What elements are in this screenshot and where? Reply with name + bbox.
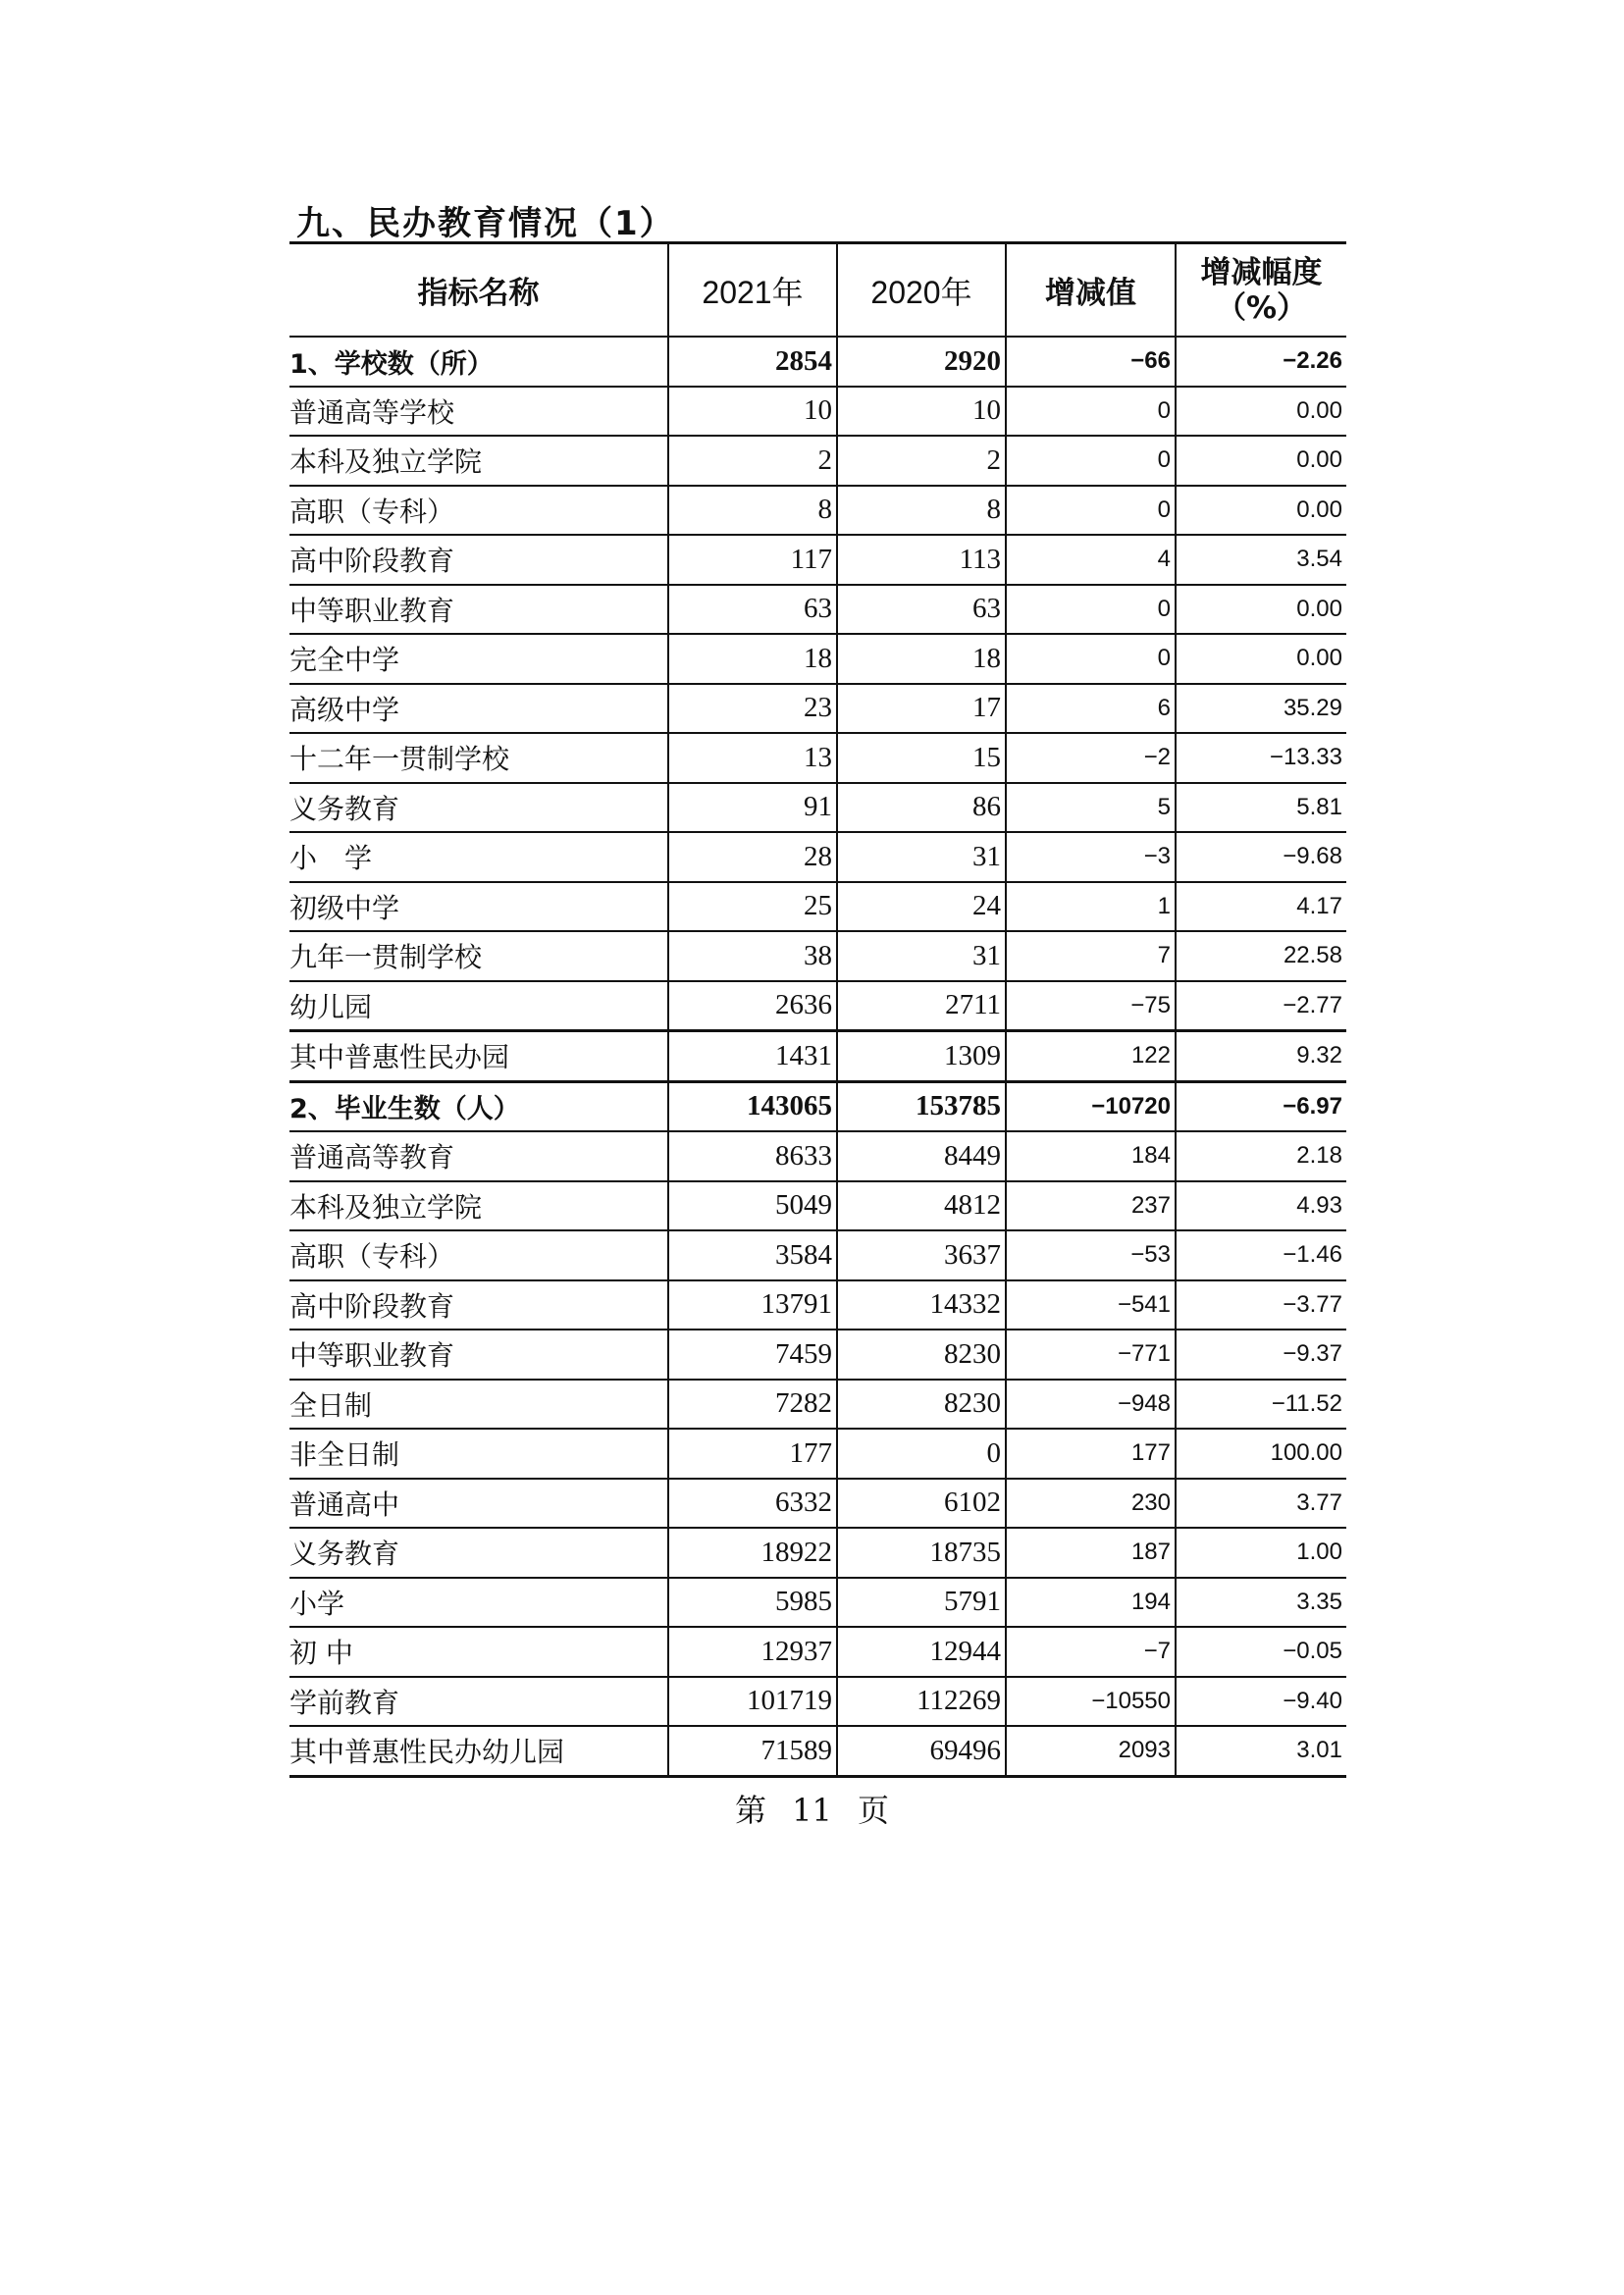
- change-value-cell: 7: [1006, 931, 1176, 981]
- value-2020-cell: 5791: [837, 1578, 1006, 1628]
- statistics-table: [289, 241, 1346, 1778]
- change-percent-cell: −3.77: [1176, 1280, 1346, 1330]
- value-2020-cell: 24: [837, 882, 1006, 932]
- value-2021-cell: 71589: [668, 1726, 837, 1776]
- value-2021-cell: 177: [668, 1429, 837, 1479]
- value-2020-cell: 12944: [837, 1627, 1006, 1677]
- indicator-name-cell: 非全日制: [289, 1429, 668, 1479]
- indicator-name-cell: 小学: [289, 1578, 668, 1628]
- value-2020-cell: 113: [837, 535, 1006, 585]
- value-2021-cell: 8: [668, 486, 837, 536]
- value-2020-cell: 4812: [837, 1181, 1006, 1231]
- value-2020-cell: 14332: [837, 1280, 1006, 1330]
- change-value-cell: −541: [1006, 1280, 1176, 1330]
- value-2021-cell: 2: [668, 436, 837, 486]
- value-2020-cell: 8449: [837, 1131, 1006, 1181]
- change-percent-cell: −1.46: [1176, 1230, 1346, 1280]
- value-2020-cell: 2920: [837, 337, 1006, 387]
- indicator-name-cell: 高职（专科）: [289, 1230, 668, 1280]
- change-value-cell: −53: [1006, 1230, 1176, 1280]
- table-row: [289, 436, 1346, 486]
- change-value-cell: −771: [1006, 1330, 1176, 1380]
- change-value-cell: 6: [1006, 684, 1176, 734]
- table-row: [289, 733, 1346, 783]
- indicator-name-cell: 本科及独立学院: [289, 436, 668, 486]
- value-2021-cell: 8633: [668, 1131, 837, 1181]
- table-row: [289, 1627, 1346, 1677]
- indicator-name-cell: 初 中: [289, 1627, 668, 1677]
- change-percent-cell: −6.97: [1176, 1081, 1346, 1131]
- page-title: 九、民办教育情况（1）: [296, 204, 675, 243]
- change-percent-cell: 3.01: [1176, 1726, 1346, 1776]
- value-2020-cell: 8: [837, 486, 1006, 536]
- page-footer: [0, 1786, 1624, 1831]
- value-2020-cell: 6102: [837, 1479, 1006, 1529]
- value-2021-cell: 2636: [668, 981, 837, 1031]
- value-2021-cell: 2854: [668, 337, 837, 387]
- change-percent-cell: 0.00: [1176, 436, 1346, 486]
- change-percent-cell: −13.33: [1176, 733, 1346, 783]
- change-value-cell: 1: [1006, 882, 1176, 932]
- indicator-name-cell: 义务教育: [289, 783, 668, 833]
- header-2020: 2020年: [837, 243, 1006, 338]
- change-value-cell: −75: [1006, 981, 1176, 1031]
- table-row: [289, 1081, 1346, 1131]
- change-percent-cell: −9.37: [1176, 1330, 1346, 1380]
- value-2021-cell: 13791: [668, 1280, 837, 1330]
- value-2020-cell: 1309: [837, 1031, 1006, 1082]
- change-percent-cell: −11.52: [1176, 1380, 1346, 1430]
- indicator-name-cell: 其中普惠性民办幼儿园: [289, 1726, 668, 1776]
- value-2021-cell: 5049: [668, 1181, 837, 1231]
- table-row: [289, 634, 1346, 684]
- indicator-name-cell: 小 学: [289, 832, 668, 882]
- change-value-cell: −7: [1006, 1627, 1176, 1677]
- indicator-name-cell: 普通高等教育: [289, 1131, 668, 1181]
- page-number: 11: [792, 1792, 832, 1829]
- change-percent-cell: 2.18: [1176, 1131, 1346, 1181]
- table-row: [289, 1131, 1346, 1181]
- header-2021: 2021年: [668, 243, 837, 338]
- table-header-row: [289, 243, 1346, 338]
- value-2020-cell: 10: [837, 387, 1006, 437]
- change-percent-cell: −9.68: [1176, 832, 1346, 882]
- table-row: [289, 1330, 1346, 1380]
- change-percent-cell: −9.40: [1176, 1677, 1346, 1727]
- change-value-cell: 194: [1006, 1578, 1176, 1628]
- table-row: [289, 1479, 1346, 1529]
- change-percent-cell: 1.00: [1176, 1528, 1346, 1578]
- indicator-name-cell: 高中阶段教育: [289, 1280, 668, 1330]
- value-2021-cell: 7459: [668, 1330, 837, 1380]
- footer-suffix: 页: [858, 1792, 890, 1829]
- table-row: [289, 337, 1346, 387]
- value-2021-cell: 25: [668, 882, 837, 932]
- value-2020-cell: 31: [837, 931, 1006, 981]
- indicator-name-cell: 十二年一贯制学校: [289, 733, 668, 783]
- change-percent-cell: 0.00: [1176, 585, 1346, 635]
- change-percent-cell: 0.00: [1176, 486, 1346, 536]
- table-row: [289, 1429, 1346, 1479]
- value-2020-cell: 153785: [837, 1081, 1006, 1131]
- change-percent-cell: 35.29: [1176, 684, 1346, 734]
- table-row: [289, 1031, 1346, 1082]
- value-2020-cell: 112269: [837, 1677, 1006, 1727]
- table-row: [289, 882, 1346, 932]
- table-row: [289, 387, 1346, 437]
- value-2021-cell: 117: [668, 535, 837, 585]
- table-row: [289, 1726, 1346, 1776]
- change-value-cell: 4: [1006, 535, 1176, 585]
- value-2021-cell: 38: [668, 931, 837, 981]
- value-2020-cell: 31: [837, 832, 1006, 882]
- change-percent-cell: 3.77: [1176, 1479, 1346, 1529]
- change-percent-cell: 0.00: [1176, 634, 1346, 684]
- indicator-name-cell: 完全中学: [289, 634, 668, 684]
- value-2020-cell: 69496: [837, 1726, 1006, 1776]
- value-2021-cell: 18922: [668, 1528, 837, 1578]
- change-value-cell: 0: [1006, 486, 1176, 536]
- change-value-cell: 0: [1006, 585, 1176, 635]
- indicator-name-cell: 幼儿园: [289, 981, 668, 1031]
- value-2021-cell: 3584: [668, 1230, 837, 1280]
- value-2020-cell: 15: [837, 733, 1006, 783]
- header-change: 增减值: [1006, 243, 1176, 338]
- change-value-cell: 237: [1006, 1181, 1176, 1231]
- indicator-name-cell: 其中普惠性民办园: [289, 1031, 668, 1082]
- indicator-name-cell: 学前教育: [289, 1677, 668, 1727]
- indicator-name-cell: 1、学校数（所）: [289, 337, 668, 387]
- value-2020-cell: 8230: [837, 1380, 1006, 1430]
- table-row: [289, 1380, 1346, 1430]
- change-value-cell: 184: [1006, 1131, 1176, 1181]
- value-2020-cell: 3637: [837, 1230, 1006, 1280]
- indicator-name-cell: 高职（专科）: [289, 486, 668, 536]
- change-percent-cell: −2.26: [1176, 337, 1346, 387]
- change-value-cell: 187: [1006, 1528, 1176, 1578]
- change-percent-cell: 3.54: [1176, 535, 1346, 585]
- value-2021-cell: 101719: [668, 1677, 837, 1727]
- change-value-cell: 5: [1006, 783, 1176, 833]
- table-row: [289, 1280, 1346, 1330]
- indicator-name-cell: 普通高等学校: [289, 387, 668, 437]
- value-2020-cell: 86: [837, 783, 1006, 833]
- change-value-cell: −10550: [1006, 1677, 1176, 1727]
- value-2021-cell: 7282: [668, 1380, 837, 1430]
- value-2020-cell: 18735: [837, 1528, 1006, 1578]
- table-row: [289, 981, 1346, 1031]
- footer-prefix: 第: [734, 1792, 766, 1829]
- indicator-name-cell: 本科及独立学院: [289, 1181, 668, 1231]
- value-2021-cell: 23: [668, 684, 837, 734]
- indicator-name-cell: 2、毕业生数（人）: [289, 1081, 668, 1131]
- change-percent-cell: 100.00: [1176, 1429, 1346, 1479]
- indicator-name-cell: 全日制: [289, 1380, 668, 1430]
- change-percent-cell: 4.17: [1176, 882, 1346, 932]
- change-value-cell: −10720: [1006, 1081, 1176, 1131]
- header-indicator-name: 指标名称: [289, 243, 668, 338]
- change-value-cell: 0: [1006, 387, 1176, 437]
- change-value-cell: 2093: [1006, 1726, 1176, 1776]
- table-row: [289, 783, 1346, 833]
- value-2021-cell: 5985: [668, 1578, 837, 1628]
- change-value-cell: −3: [1006, 832, 1176, 882]
- indicator-name-cell: 高中阶段教育: [289, 535, 668, 585]
- change-value-cell: 0: [1006, 634, 1176, 684]
- indicator-name-cell: 初级中学: [289, 882, 668, 932]
- value-2021-cell: 28: [668, 832, 837, 882]
- indicator-name-cell: 九年一贯制学校: [289, 931, 668, 981]
- change-percent-cell: 4.93: [1176, 1181, 1346, 1231]
- table-row: [289, 1578, 1346, 1628]
- indicator-name-cell: 普通高中: [289, 1479, 668, 1529]
- indicator-name-cell: 高级中学: [289, 684, 668, 734]
- header-change-percent: [1176, 243, 1346, 338]
- table-row: [289, 684, 1346, 734]
- change-percent-cell: 0.00: [1176, 387, 1346, 437]
- change-value-cell: 230: [1006, 1479, 1176, 1529]
- value-2021-cell: 10: [668, 387, 837, 437]
- value-2020-cell: 63: [837, 585, 1006, 635]
- value-2020-cell: 17: [837, 684, 1006, 734]
- indicator-name-cell: 义务教育: [289, 1528, 668, 1578]
- value-2021-cell: 1431: [668, 1031, 837, 1082]
- value-2020-cell: 0: [837, 1429, 1006, 1479]
- change-value-cell: −948: [1006, 1380, 1176, 1430]
- value-2021-cell: 91: [668, 783, 837, 833]
- value-2021-cell: 18: [668, 634, 837, 684]
- value-2021-cell: 143065: [668, 1081, 837, 1131]
- value-2020-cell: 18: [837, 634, 1006, 684]
- change-value-cell: 0: [1006, 436, 1176, 486]
- table-row: [289, 535, 1346, 585]
- table-body: [289, 337, 1346, 1776]
- value-2021-cell: 6332: [668, 1479, 837, 1529]
- change-percent-cell: 3.35: [1176, 1578, 1346, 1628]
- value-2021-cell: 12937: [668, 1627, 837, 1677]
- table-row: [289, 832, 1346, 882]
- change-value-cell: −66: [1006, 337, 1176, 387]
- change-value-cell: 177: [1006, 1429, 1176, 1479]
- header-change-percent-line2: （%）: [1215, 289, 1308, 326]
- value-2021-cell: 13: [668, 733, 837, 783]
- indicator-name-cell: 中等职业教育: [289, 1330, 668, 1380]
- change-percent-cell: 5.81: [1176, 783, 1346, 833]
- table-row: [289, 1181, 1346, 1231]
- change-percent-cell: −0.05: [1176, 1627, 1346, 1677]
- change-value-cell: −2: [1006, 733, 1176, 783]
- header-change-percent-line1: 增减幅度: [1200, 254, 1323, 290]
- indicator-name-cell: 中等职业教育: [289, 585, 668, 635]
- table-row: [289, 585, 1346, 635]
- table-row: [289, 1230, 1346, 1280]
- table-row: [289, 1677, 1346, 1727]
- change-percent-cell: −2.77: [1176, 981, 1346, 1031]
- value-2020-cell: 2711: [837, 981, 1006, 1031]
- change-percent-cell: 9.32: [1176, 1031, 1346, 1082]
- table-row: [289, 1528, 1346, 1578]
- value-2020-cell: 8230: [837, 1330, 1006, 1380]
- change-percent-cell: 22.58: [1176, 931, 1346, 981]
- table-row: [289, 486, 1346, 536]
- change-value-cell: 122: [1006, 1031, 1176, 1082]
- value-2020-cell: 2: [837, 436, 1006, 486]
- table-row: [289, 931, 1346, 981]
- value-2021-cell: 63: [668, 585, 837, 635]
